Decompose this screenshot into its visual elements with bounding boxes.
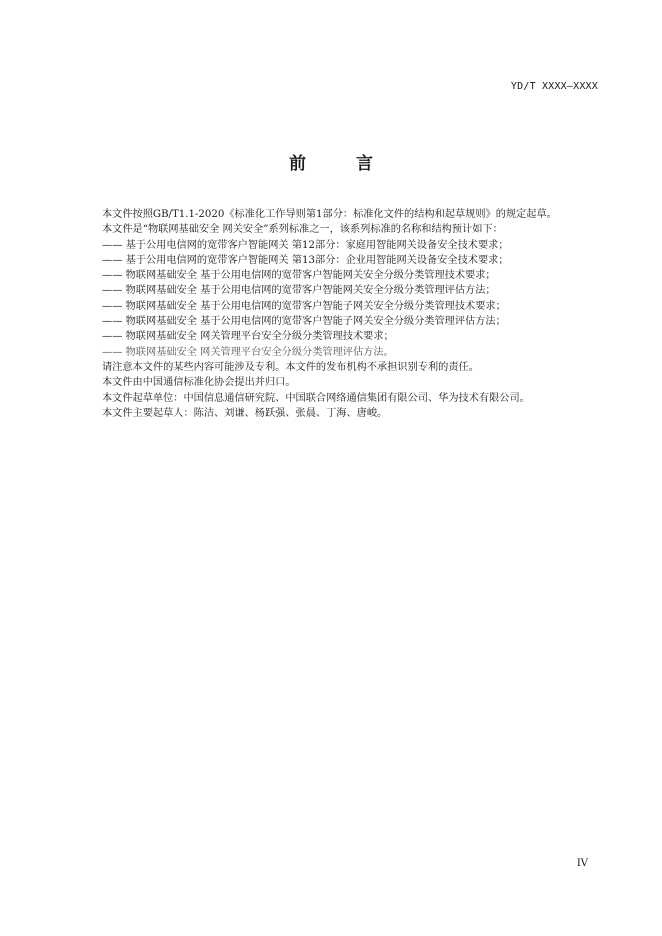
series-list-item: —— 基于公用电信网的宽带客户智能网关 第13部分：企业用智能网关设备安全技术要求；: [102, 254, 509, 266]
drafters-line: 本文件主要起草人：陈洁、刘谦、杨跃强、张晨、丁海、唐峻。: [102, 407, 388, 419]
section-title: 前 言: [289, 154, 395, 174]
drafting-units-line: 本文件起草单位：中国信息通信研究院、中国联合网络通信集团有限公司、华为技术有限公司。: [102, 392, 530, 404]
series-list-item: —— 物联网基础安全 基于公用电信网的宽带客户智能子网关安全分级分类管理技术要求；: [102, 300, 506, 312]
series-list-item: —— 物联网基础安全 基于公用电信网的宽带客户智能网关安全分级分类管理技术要求；: [102, 270, 496, 282]
series-list-item: —— 物联网基础安全 网关管理平台安全分级分类管理评估方法。: [102, 346, 394, 358]
patent-notice: 请注意本文件的某些内容可能涉及专利。本文件的发布机构不承担识别专利的责任。: [102, 361, 479, 373]
page-number: IV: [576, 858, 588, 869]
foreword-body: [102, 207, 602, 421]
series-list-item: —— 物联网基础安全 网关管理平台安全分级分类管理技术要求；: [102, 331, 394, 343]
series-list-item: —— 基于公用电信网的宽带客户智能网关 第12部分：家庭用智能网关设备安全技术要求；: [102, 239, 509, 251]
intro-line: 本文件按照GB/T1.1-2020《标准化工作导则第1部分：标准化文件的结构和起草规则》的规定起草。: [102, 209, 557, 220]
series-intro-line: 本文件是“物联网基础安全 网关安全”系列标准之一，该系列标准的名称和结构预计如下：: [102, 224, 503, 236]
document-code: YD/T XXXX—XXXX: [510, 81, 598, 92]
series-list-item: —— 物联网基础安全 基于公用电信网的宽带客户智能网关安全分级分类管理评估方法；: [102, 285, 496, 297]
series-list-item: —— 物联网基础安全 基于公用电信网的宽带客户智能子网关安全分级分类管理评估方法；: [102, 316, 506, 328]
proposer-line: 本文件由中国通信标准化协会提出并归口。: [102, 377, 296, 389]
